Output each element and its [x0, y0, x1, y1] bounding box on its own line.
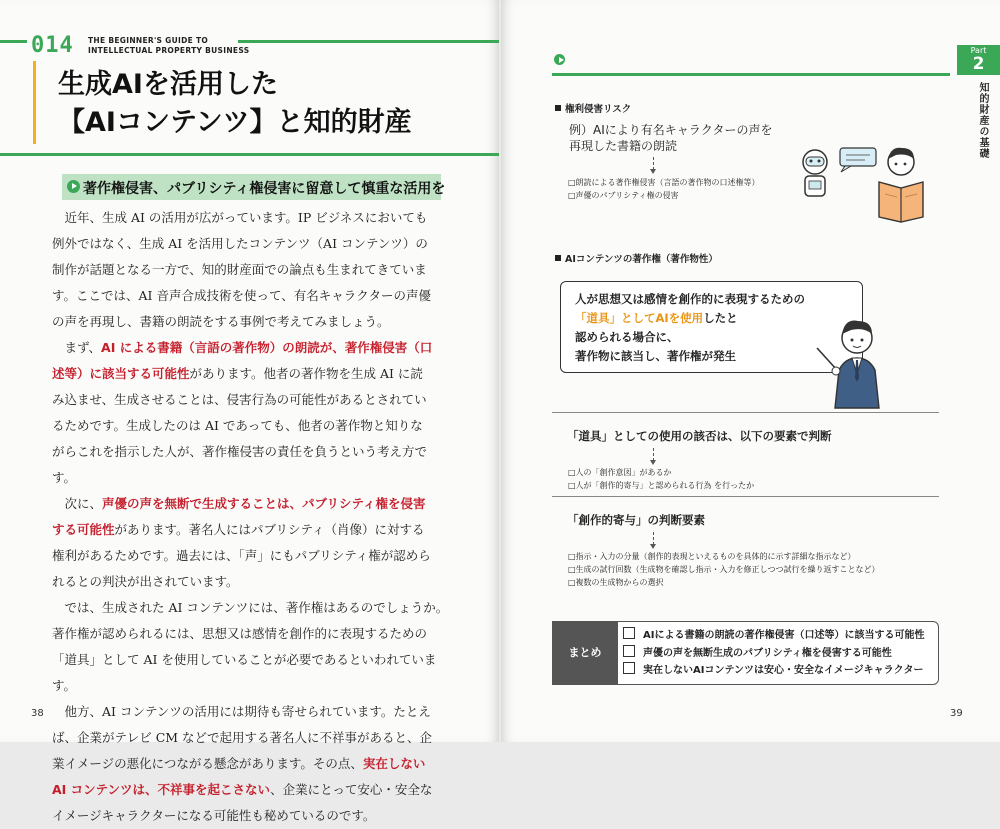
summary-checklist [623, 627, 924, 680]
divider [552, 496, 939, 497]
highlight-text: AI による書籍（言語の著作物）の朗読が、著作権侵害（口 [101, 340, 433, 355]
rights-example: 例）AIにより有名キャラクターの声を 再現した書籍の朗読 [569, 123, 773, 153]
highlight-text: AI コンテンツは、不祥事を起こさない [52, 782, 271, 797]
body-line [52, 517, 448, 543]
page-title: 生成AIを活用した 【AIコンテンツ】と知的財産 [58, 69, 412, 138]
body-line [52, 387, 448, 413]
body-line [52, 361, 448, 387]
text-run: 他方、AI コンテンツの活用には期待も寄せられています。たとえ [52, 704, 431, 719]
person-reading-icon [879, 148, 923, 222]
summary-label: まとめ [552, 621, 618, 685]
text-run: 「道具」として AI を使用していることが必要であるといわれていま [52, 652, 437, 667]
page-number-right: 39 [950, 708, 963, 719]
tool-usage-items: □人の「創作意図」があるか □人が「創作的寄与」と認められる行為 を行ったか [568, 468, 755, 490]
text-run: ば、企業がテレビ CM などで起用する著名人に不祥事があると、企 [52, 730, 433, 745]
body-line [52, 283, 448, 309]
text-run: では、生成された AI コンテンツには、著作権はあるのでしょうか。 [52, 600, 449, 615]
body-line [52, 335, 448, 361]
body-line [52, 205, 448, 231]
body-line [52, 569, 448, 595]
text-run: るためです。生成したのは AI であっても、他者の著作物と知りな [52, 418, 423, 433]
chapter-number: 014 [31, 33, 74, 58]
top-rule-right [552, 73, 950, 76]
arrow-down-icon [653, 532, 654, 545]
body-line [52, 621, 448, 647]
text-run: イメージキャラクターになる可能性も秘めているのです。 [52, 808, 376, 823]
text-run: す。 [52, 470, 77, 485]
speech-bubble-icon [840, 148, 876, 172]
body-line [52, 595, 448, 621]
contribution-items: □指示・入力の分量（創作的表現といえるものを具体的に示す詳細な指示など） □生成の試行回数（生成物を確認し指示・入力を修正しつつ試行を繰り返すことなど） □複数の生成物からの選択 [568, 552, 880, 587]
text-run: 例外ではなく、生成 AI を活用したコンテンツ（AI コンテンツ）の [52, 236, 428, 251]
robot-icon [803, 150, 827, 196]
text-run: の声を再現し、書籍の朗読をする事例で考えてみましょう。 [52, 314, 390, 329]
page-number-left: 38 [31, 708, 44, 719]
text-run: がらこれを指示した人が、著作権侵害の責任を負うという考え方で [52, 444, 428, 459]
body-line [52, 491, 448, 517]
text-run: れるとの判決が出されています。 [52, 574, 239, 589]
text-run: す。 [52, 678, 77, 693]
body-line [52, 309, 448, 335]
summary-item: 実在しないAIコンテンツは安心・安全なイメージキャラクター [623, 662, 924, 680]
body-line [52, 439, 448, 465]
rights-heading: 権利侵害リスク [555, 101, 631, 115]
part-tab: Part 2 [957, 45, 1000, 75]
highlight-text: 実在しない [362, 756, 426, 771]
body-line [52, 231, 448, 257]
tool-usage-heading: 「道具」としての使用の該否は、以下の要素で判断 [567, 429, 832, 443]
body-text [52, 205, 448, 829]
body-line [52, 257, 448, 283]
text-run: 制作が話題となる一方で、知的財産面での論点も生まれてきていま [52, 262, 427, 277]
robot-reading-illustration [793, 142, 943, 227]
body-paragraphs [52, 205, 448, 829]
body-line [52, 751, 448, 777]
text-run: があります。他者の著作物を生成 AI に読 [189, 366, 423, 381]
body-line [52, 647, 448, 673]
copyright-callout-box: 人が思想又は感情を創作的に表現するための 「道具」としてAIを使用したと 認められる場合に、 著作物に該当し、著作権が発生 [560, 281, 863, 373]
text-run: 近年、生成 AI の活用が広がっています。IP ビジネスにおいても [52, 210, 428, 225]
text-run: 権利があるためです。過去には、「声」にもパブリシティ権が認めら [52, 548, 431, 563]
body-line [52, 413, 448, 439]
rights-items: □朗読による著作権侵害（言語の著作物の口述権等） □声優のパブリシティ権の侵害 [568, 178, 760, 200]
body-line [52, 465, 448, 491]
arrow-down-icon [653, 448, 654, 461]
text-run: があります。著名人にはパブリシティ（肖像）に対する [114, 522, 425, 537]
highlight-text: 声優の声を無断で生成することは、パブリシティ権を侵害 [102, 496, 426, 511]
text-run: まず、 [52, 340, 102, 355]
section-heading: 著作権侵害、パブリシティ権侵害に留意して慎重な活用を [83, 181, 446, 197]
summary-item: AIによる書籍の朗読の著作権侵害（口述等）に該当する可能性 [623, 627, 924, 645]
text-run: す。ここでは、AI 音声合成技術を使って、有名キャラクターの声優 [52, 288, 431, 303]
top-rule-long [238, 40, 499, 43]
text-run: 著作権が認められるには、思想又は感情を創作的に表現するための [52, 626, 428, 641]
left-page [0, 0, 499, 823]
contribution-heading: 「創作的寄与」の判断要素 [567, 513, 705, 527]
presenter-illustration [815, 312, 895, 410]
right-page [501, 0, 1000, 742]
arrow-down-icon [653, 157, 654, 170]
series-title: THE BEGINNER'S GUIDE TO INTELLECTUAL PROPERTY BUSINESS [88, 36, 250, 55]
part-title: 知的財産の基礎 [977, 82, 988, 159]
top-rule-short [0, 40, 27, 43]
body-line [52, 543, 448, 569]
body-line [52, 725, 448, 751]
highlight-text: する可能性 [52, 522, 115, 537]
presenter-icon [817, 321, 879, 408]
text-run: 業イメージの悪化につながる懸念があります。その点、 [52, 756, 363, 771]
title-underline [0, 153, 499, 156]
body-line [52, 777, 448, 803]
body-line [52, 673, 448, 699]
play-icon [67, 180, 80, 193]
text-run: 、企業にとって安心・安全な [270, 782, 433, 797]
body-line [52, 699, 448, 725]
text-run: 次に、 [52, 496, 103, 511]
body-line [52, 803, 448, 829]
copyright-heading: AIコンテンツの著作権（著作物性） [555, 251, 718, 265]
title-accent-bar [33, 61, 36, 144]
divider [552, 412, 939, 413]
play-icon [554, 54, 565, 65]
highlight-text: 述等）に該当する可能性 [52, 366, 190, 381]
text-run: み込ませ、生成させることは、侵害行為の可能性があるとされてい [52, 392, 427, 407]
summary-item: 声優の声を無断生成のパブリシティ権を侵害する可能性 [623, 645, 924, 663]
